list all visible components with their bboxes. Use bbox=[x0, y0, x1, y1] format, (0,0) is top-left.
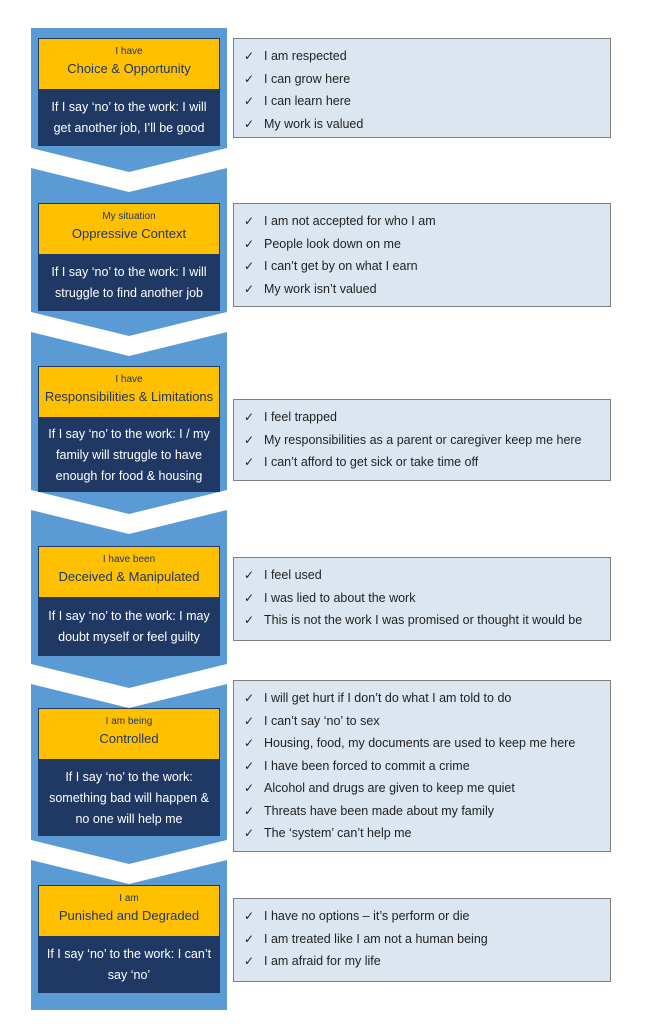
check-icon: ✓ bbox=[244, 432, 255, 447]
stage-heading bbox=[38, 366, 220, 418]
stage-checklist bbox=[233, 38, 611, 138]
stage-checklist bbox=[233, 399, 611, 481]
check-icon: ✓ bbox=[244, 455, 255, 469]
checklist-item: ✓ People look down on me bbox=[244, 233, 602, 256]
checklist-item: ✓ Alcohol and drugs are given to keep me quiet bbox=[244, 777, 602, 800]
stage-heading-small: I have bbox=[115, 374, 143, 385]
check-icon: ✓ bbox=[244, 781, 255, 795]
check-icon: ✓ bbox=[244, 954, 255, 968]
stage-heading-title: Choice & Opportunity bbox=[67, 61, 191, 76]
stage-description bbox=[38, 418, 220, 492]
stage-checklist bbox=[233, 203, 611, 307]
check-icon: ✓ bbox=[244, 116, 255, 131]
checklist-item: ✓ I was lied to about the work bbox=[244, 587, 602, 610]
checklist-item: ✓ I can grow here bbox=[244, 68, 602, 91]
check-icon: ✓ bbox=[244, 590, 255, 605]
stage-description-text: If I say ‘no’ to the work: I may doubt myself or feel guilty bbox=[48, 609, 210, 644]
stage-heading-small: My situation bbox=[102, 211, 156, 222]
check-icon: ✓ bbox=[244, 49, 255, 63]
stage-heading-title: Punished and Degraded bbox=[58, 908, 200, 923]
stage-heading-title: Controlled bbox=[99, 731, 159, 746]
stage-heading bbox=[38, 885, 220, 937]
checklist-item: ✓ I feel trapped bbox=[244, 406, 602, 429]
checklist-item: ✓ My work isn’t valued bbox=[244, 278, 602, 301]
stage-description-text: If I say ‘no’ to the work: something bad will happen & no one will help me bbox=[49, 769, 209, 826]
check-icon: ✓ bbox=[244, 691, 255, 705]
check-icon: ✓ bbox=[244, 758, 255, 773]
stage-heading-small: I have been bbox=[102, 554, 156, 565]
check-icon: ✓ bbox=[244, 94, 255, 108]
checklist-item: ✓ I feel used bbox=[244, 564, 602, 587]
checklist-item: ✓ I am treated like I am not a human being bbox=[244, 928, 602, 951]
check-icon: ✓ bbox=[244, 713, 255, 728]
checklist-item: ✓ I am afraid for my life bbox=[244, 950, 602, 973]
stage-heading-title: Deceived & Manipulated bbox=[58, 569, 200, 584]
stage-heading bbox=[38, 546, 220, 598]
check-icon: ✓ bbox=[244, 568, 255, 582]
stage-heading bbox=[38, 708, 220, 760]
check-icon: ✓ bbox=[244, 826, 255, 840]
stage-checklist bbox=[233, 557, 611, 641]
stage-description bbox=[38, 255, 220, 311]
checklist-item: ✓ I can’t get by on what I earn bbox=[244, 255, 602, 278]
checklist-item: ✓ This is not the work I was promised or thought it would be bbox=[244, 609, 602, 632]
check-icon: ✓ bbox=[244, 281, 255, 296]
check-icon: ✓ bbox=[244, 803, 255, 818]
check-icon: ✓ bbox=[244, 236, 255, 251]
stage-description bbox=[38, 598, 220, 656]
stage-description bbox=[38, 90, 220, 146]
stage-heading bbox=[38, 38, 220, 90]
check-icon: ✓ bbox=[244, 736, 255, 750]
checklist-item: ✓ Threats have been made about my family bbox=[244, 800, 602, 823]
check-icon: ✓ bbox=[244, 259, 255, 273]
checklist-item: ✓ I can’t afford to get sick or take time off bbox=[244, 451, 602, 474]
checklist-item: ✓ I can’t say ‘no’ to sex bbox=[244, 710, 602, 733]
checklist-item: ✓ I can learn here bbox=[244, 90, 602, 113]
checklist-item: ✓ I will get hurt if I don’t do what I am told to do bbox=[244, 687, 602, 710]
checklist-item: ✓ I have no options – it’s perform or die bbox=[244, 905, 602, 928]
stage-heading-title: Responsibilities & Limitations bbox=[44, 389, 214, 404]
check-icon: ✓ bbox=[244, 410, 255, 424]
stage-heading-small: I have bbox=[115, 46, 143, 57]
stage-heading-title: Oppressive Context bbox=[71, 226, 187, 241]
check-icon: ✓ bbox=[244, 909, 255, 923]
check-icon: ✓ bbox=[244, 931, 255, 946]
checklist-item: ✓ I am respected bbox=[244, 45, 602, 68]
checklist-item: ✓ I have been forced to commit a crime bbox=[244, 755, 602, 778]
stage-description bbox=[38, 937, 220, 993]
check-icon: ✓ bbox=[244, 214, 255, 228]
stage-checklist bbox=[233, 898, 611, 982]
checklist-item: ✓ I am not accepted for who I am bbox=[244, 210, 602, 233]
stage-description-text: If I say ‘no’ to the work: I / my family will struggle to have enough for food & housing bbox=[48, 426, 210, 483]
checklist-item: ✓ The ‘system’ can’t help me bbox=[244, 822, 602, 845]
checklist-item: ✓ My responsibilities as a parent or caregiver keep me here bbox=[244, 429, 602, 452]
stage-description-text: If I say ‘no’ to the work: I can’t say ‘no’ bbox=[46, 947, 212, 982]
stage-description-text: If I say ‘no’ to the work: I will get another job, I’ll be good bbox=[51, 100, 207, 135]
stage-description bbox=[38, 760, 220, 836]
checklist-item: ✓ My work is valued bbox=[244, 113, 602, 136]
checklist-item: ✓ Housing, food, my documents are used to keep me here bbox=[244, 732, 602, 755]
stage-heading-small: I am being bbox=[105, 716, 153, 727]
check-icon: ✓ bbox=[244, 613, 255, 627]
stage-checklist bbox=[233, 680, 611, 852]
stage-description-text: If I say ‘no’ to the work: I will struggle to find another job bbox=[51, 265, 207, 300]
stage-heading-small: I am bbox=[119, 893, 139, 904]
check-icon: ✓ bbox=[244, 71, 255, 86]
stage-heading bbox=[38, 203, 220, 255]
